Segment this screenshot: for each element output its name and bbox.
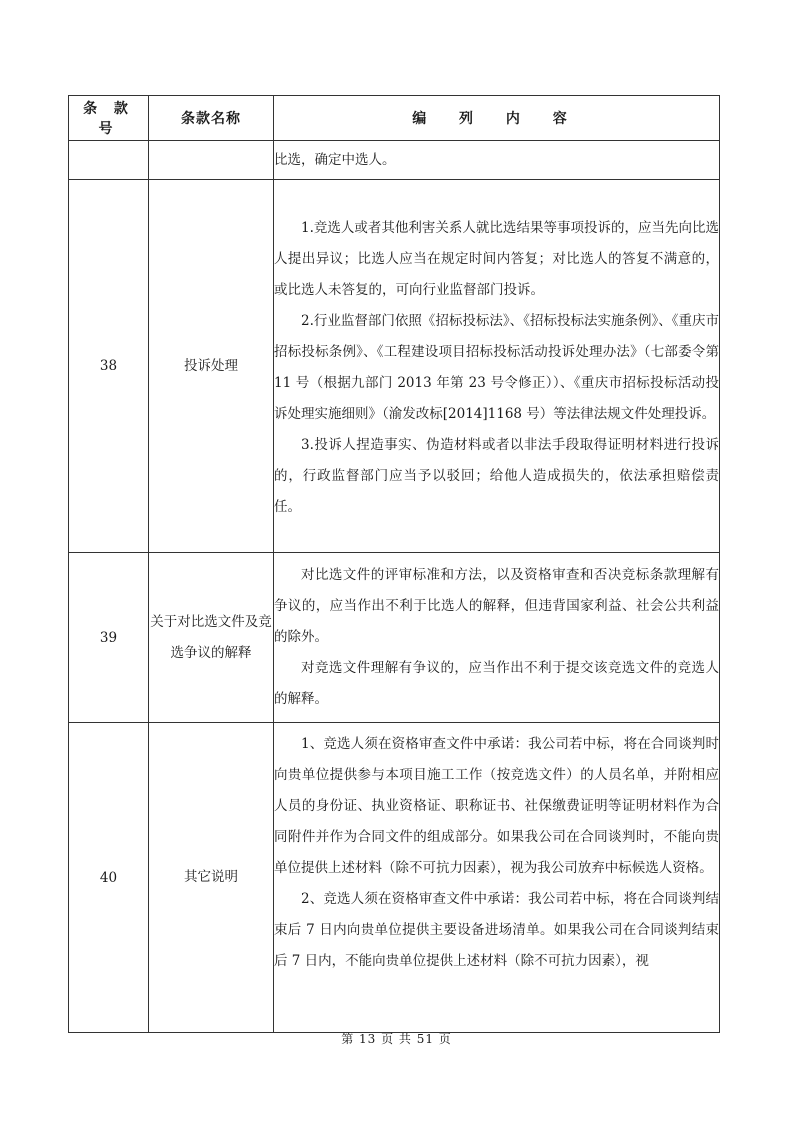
content-paragraph: 对比选文件的评审标准和方法，以及资格审查和否决竞标条款理解有争议的，应当作出不利于比选人的解释，但违背国家利益、社会公共利益的除外。 — [274, 567, 719, 645]
content-paragraph: 1、竞选人须在资格审查文件中承诺：我公司若中标，将在合同谈判时向贵单位提供参与本项目施工工作（按竞选文件）的人员名单，并附相应人员的身份证、执业资格证、职称证书、社保缴费证明等证明材料作为合同附件并作为合同文件的组成部分。如果我公司在合同谈判时，不能向贵单位提供上述材料（除不可抗力因素），视为我公司放弃中标候选人资格。 — [274, 736, 719, 876]
content-paragraph: 比选，确定中选人。 — [274, 151, 396, 168]
clause-number — [69, 141, 149, 180]
clause-content — [274, 141, 720, 180]
header-clause-name: 条款名称 — [149, 96, 274, 141]
clause-number: 40 — [69, 723, 149, 1033]
table-row — [69, 553, 720, 723]
clause-name: 关于对比选文件及竞选争议的解释 — [149, 553, 274, 723]
page-number-footer: 第 13 页 共 51 页 — [341, 1032, 452, 1046]
clause-number: 38 — [69, 180, 149, 553]
clause-name: 投诉处理 — [149, 180, 274, 553]
header-clause-no: 条 款 号 — [69, 96, 149, 141]
content-paragraph: 1.竞选人或者其他利害关系人就比选结果等事项投诉的，应当先向比选人提出异议；比选人应当在规定时间内答复；对比选人的答复不满意的，或比选人未答复的，可向行业监督部门投诉。 — [274, 220, 719, 298]
clause-number: 39 — [69, 553, 149, 723]
table-row — [69, 723, 720, 1033]
header-content: 编 列 内 容 — [274, 96, 720, 141]
content-paragraph: 对竞选文件理解有争议的，应当作出不利于提交该竞选文件的竞选人的解释。 — [274, 660, 719, 707]
clause-content — [274, 723, 720, 1033]
content-paragraph: 2.行业监督部门依照《招标投标法》、《招标投标法实施条例》、《重庆市招标投标条例》、《工程建设项目招标投标活动投诉处理办法》（七部委令第 11 号（根据九部门 2013 年第 23 号令修正））、《重庆市招标投标活动投诉处理实施细则》（渝发改标[2014]1168 号）等法律法规文件处理投诉。 — [274, 313, 719, 422]
table-row — [69, 141, 720, 180]
clause-content — [274, 553, 720, 723]
clause-name: 其它说明 — [149, 723, 274, 1033]
content-paragraph: 2、竞选人须在资格审查文件中承诺：我公司若中标，将在合同谈判结束后 7 日内向贵单位提供主要设备进场清单。如果我公司在合同谈判结束后 7 日内，不能向贵单位提供上述材料（除不可抗力因素），视 — [274, 891, 719, 969]
table-header-row — [69, 96, 720, 141]
clause-name — [149, 141, 274, 180]
clause-content — [274, 180, 720, 553]
clause-table — [68, 95, 720, 1033]
table-row — [69, 180, 720, 553]
content-paragraph: 3.投诉人捏造事实、伪造材料或者以非法手段取得证明材料进行投诉的，行政监督部门应当予以驳回；给他人造成损失的，依法承担赔偿责任。 — [274, 437, 719, 515]
